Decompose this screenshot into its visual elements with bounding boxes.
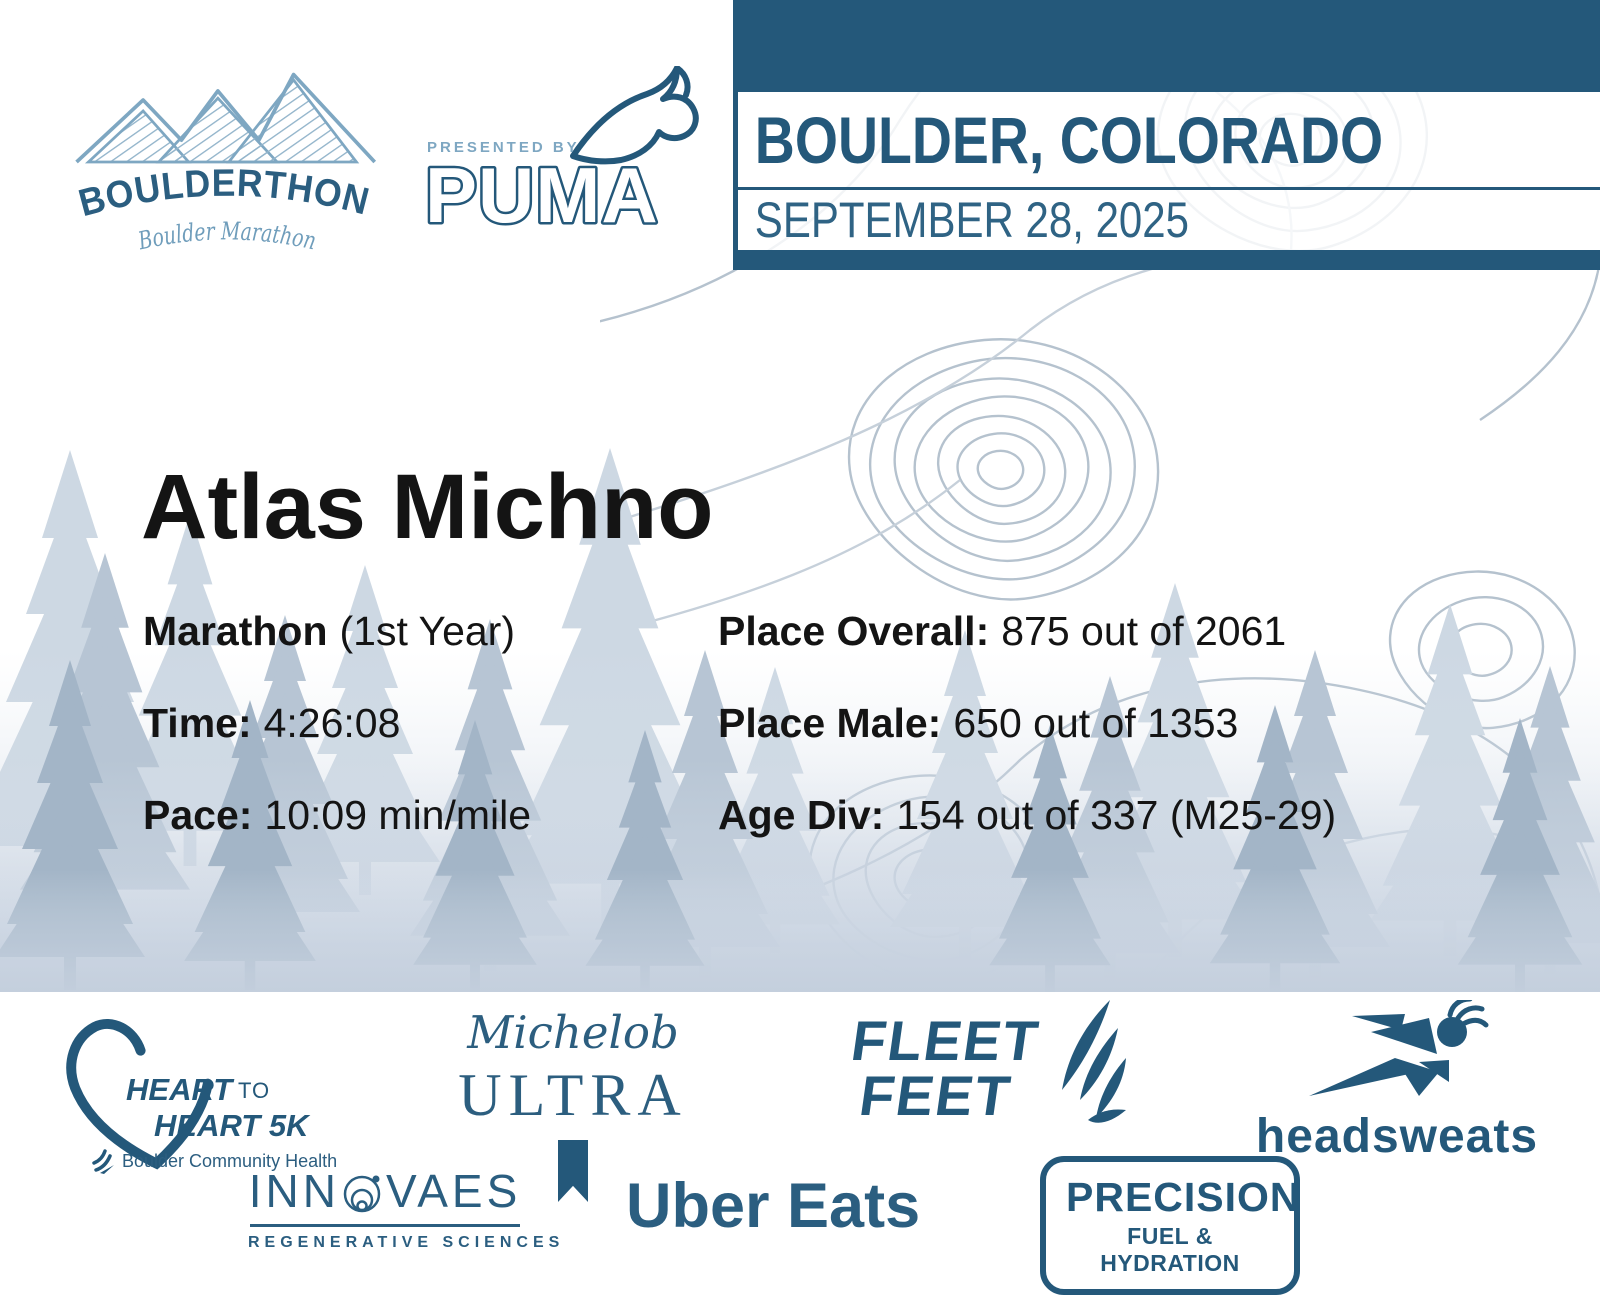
michelob-script: Michelob <box>467 1006 679 1059</box>
puma-cat-icon <box>573 68 696 161</box>
stats-right-column <box>718 585 1336 861</box>
concentric-o-icon <box>342 1170 384 1216</box>
innovaes-rule <box>250 1224 520 1227</box>
heart-to-heart-line1: HEART <box>126 1072 233 1107</box>
stat-place-overall-label: Place Overall: <box>718 607 990 654</box>
boulderthon-subtitle: Boulder Marathon <box>135 216 323 257</box>
puma-logo <box>423 66 705 234</box>
stat-pace <box>143 769 531 861</box>
precision-line1: PRECISION <box>1066 1174 1301 1220</box>
heart-to-heart-to: TO <box>238 1078 271 1103</box>
event-date: SEPTEMBER 28, 2025 <box>754 192 1190 248</box>
precision-line2: FUEL & HYDRATION <box>1100 1223 1240 1276</box>
uber-eats-logo: Uber Eats <box>626 1171 921 1241</box>
headsweats-wordmark: headsweats <box>1255 1110 1539 1163</box>
stat-race-label: Marathon <box>143 607 328 654</box>
stat-age-division-value: 154 out of 337 (M25-29) <box>896 791 1337 838</box>
stat-age-division <box>718 769 1336 861</box>
stat-place-male-label: Place Male: <box>718 699 942 746</box>
wing-icon <box>1040 1000 1130 1140</box>
stat-time-label: Time: <box>143 699 252 746</box>
innovaes-logo <box>248 1164 565 1252</box>
sponsor-strip <box>0 992 1600 1309</box>
stat-pace-label: Pace: <box>143 791 253 838</box>
event-location: BOULDER, COLORADO <box>754 102 1384 177</box>
stat-pace-value: 10:09 min/mile <box>264 791 532 838</box>
fleet-feet-line2: FEET <box>855 1063 1016 1127</box>
stat-place-overall <box>718 585 1336 677</box>
mountains-icon <box>77 74 375 162</box>
innovaes-tagline: REGENERATIVE SCIENCES <box>248 1233 565 1251</box>
kokopelli-runner-icon <box>1297 1000 1497 1100</box>
stat-race-value: (1st Year) <box>339 607 515 654</box>
heart-to-heart-logo <box>58 1002 348 1177</box>
fleet-feet-line1: FLEET <box>847 1009 1044 1072</box>
stat-race <box>143 585 531 677</box>
stat-time <box>143 677 531 769</box>
bch-leaf-icon <box>92 1148 116 1174</box>
banner-bottom-bar <box>733 250 1600 270</box>
boulderthon-wordmark: BOULDERTHON <box>74 161 376 226</box>
stat-place-overall-value: 875 out of 2061 <box>1001 607 1287 654</box>
fleet-feet-logo <box>847 1009 1108 1127</box>
precision-logo <box>1040 1156 1300 1295</box>
innovaes-part1: INN <box>248 1165 340 1217</box>
heart-to-heart-line2: HEART 5K <box>154 1108 309 1143</box>
stats-left-column <box>143 585 531 861</box>
stat-place-male <box>718 677 1336 769</box>
stat-age-division-label: Age Div: <box>718 791 885 838</box>
presented-by-label: PRESENTED BY <box>427 139 580 156</box>
boulderthon-logo <box>72 52 382 262</box>
headsweats-logo <box>1232 1000 1562 1164</box>
banner-top-bar <box>733 0 1600 92</box>
stat-time-value: 4:26:08 <box>263 699 401 746</box>
heart-to-heart-org: Boulder Community Health <box>122 1150 338 1171</box>
innovaes-part2: VAES <box>385 1165 522 1217</box>
stat-place-male-value: 650 out of 1353 <box>953 699 1239 746</box>
runner-name: Atlas Michno <box>141 456 714 558</box>
puma-wordmark: PUMA <box>425 151 659 234</box>
location-banner <box>733 0 1600 270</box>
ribbon-icon <box>558 1140 588 1202</box>
michelob-wordmark: ULTRA <box>458 1062 688 1128</box>
